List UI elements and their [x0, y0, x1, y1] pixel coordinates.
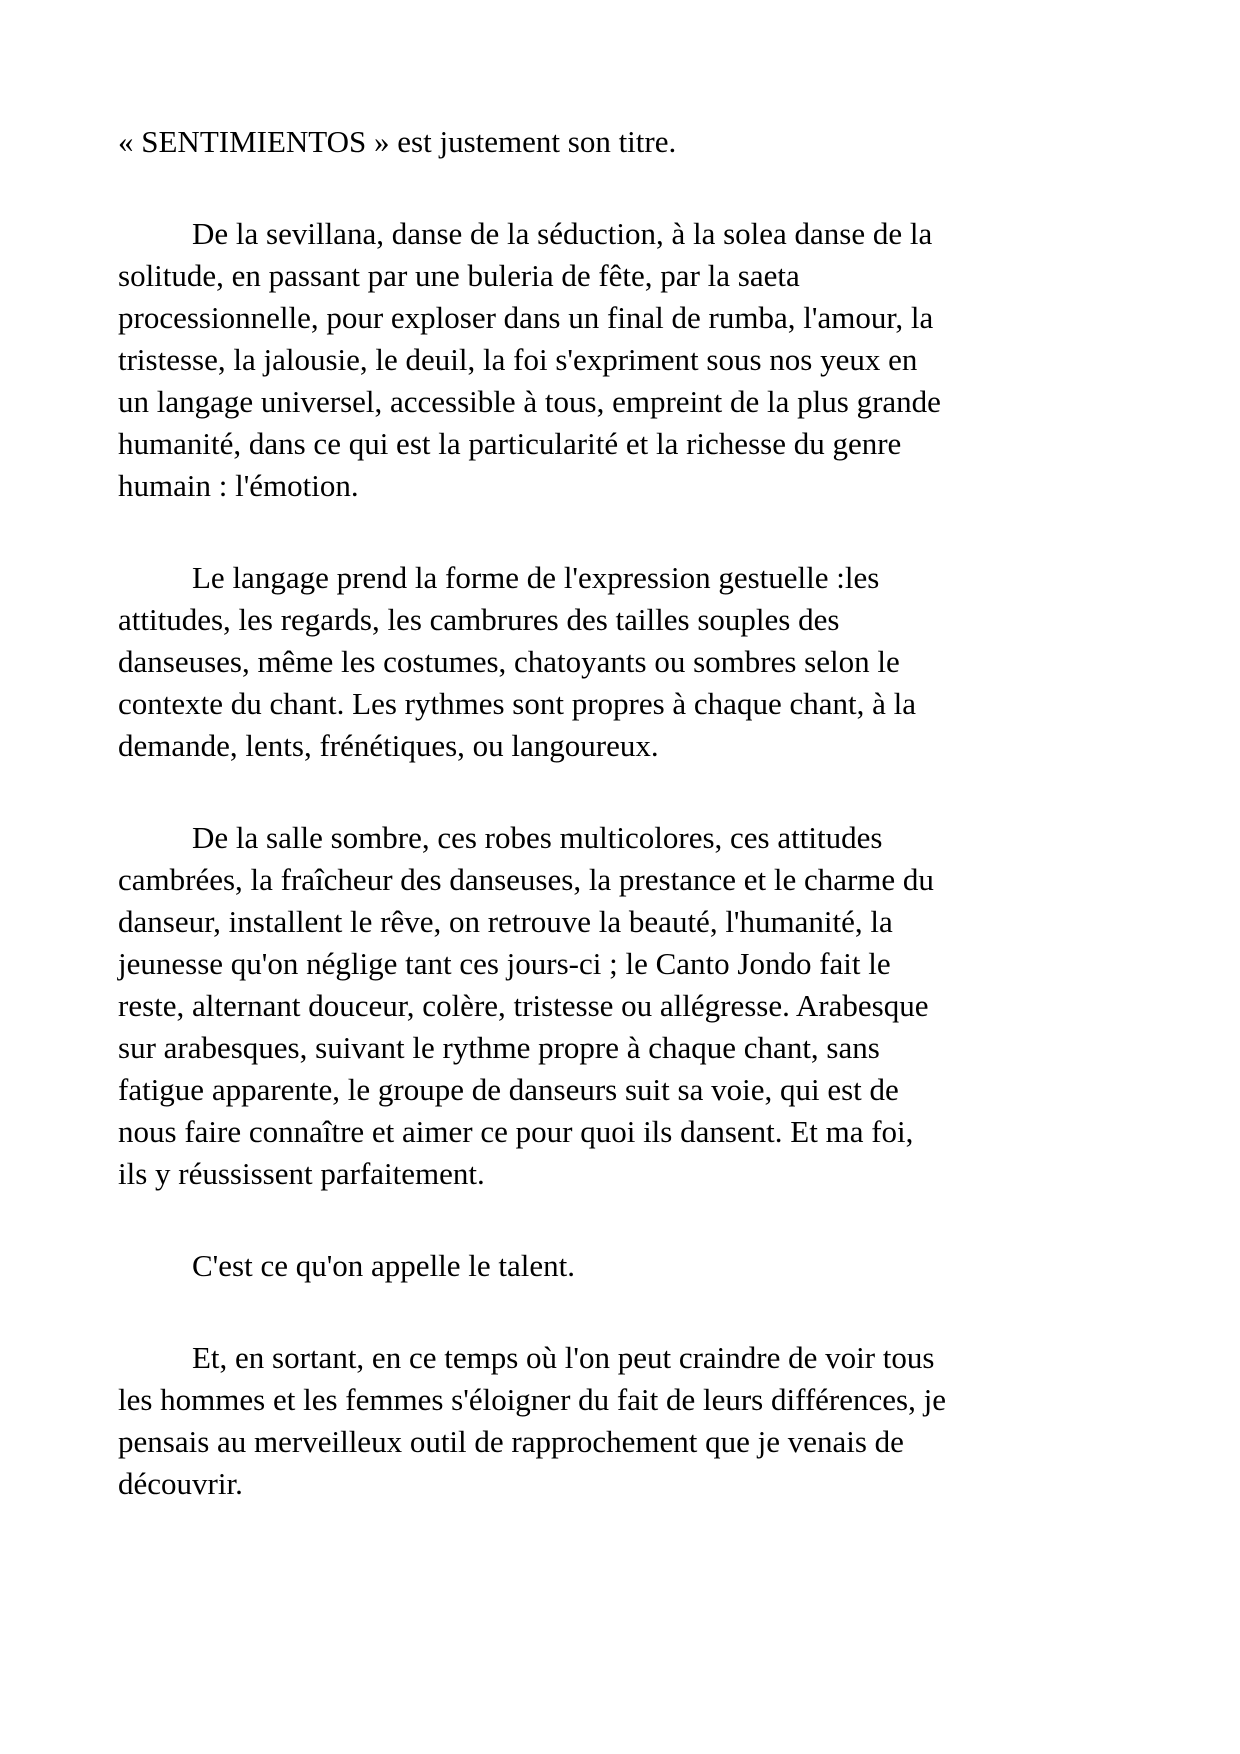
- text-line: découvrir.: [118, 1466, 243, 1501]
- text-line: jeunesse qu'on néglige tant ces jours-ci ; le Canto Jondo fait le: [118, 946, 891, 981]
- text-line: solitude, en passant par une buleria de fête, par la saeta: [118, 258, 800, 293]
- text-line: demande, lents, frénétiques, ou langoureux.: [118, 728, 659, 763]
- text-line: Le langage prend la forme de l'expression gestuelle :les: [192, 560, 880, 595]
- paragraph: [118, 213, 1122, 507]
- paragraph: [118, 557, 1122, 767]
- text-line: nous faire connaître et aimer ce pour quoi ils dansent. Et ma foi,: [118, 1114, 914, 1149]
- paragraphs-container: [118, 213, 1122, 1505]
- text-line: De la salle sombre, ces robes multicolores, ces attitudes: [192, 820, 883, 855]
- text-line: tristesse, la jalousie, le deuil, la foi s'expriment sous nos yeux en: [118, 342, 918, 377]
- text-line: sur arabesques, suivant le rythme propre à chaque chant, sans: [118, 1030, 880, 1065]
- text-line: ils y réussissent parfaitement.: [118, 1156, 485, 1191]
- text-line: contexte du chant. Les rythmes sont propres à chaque chant, à la: [118, 686, 916, 721]
- paragraph: [118, 1337, 1122, 1505]
- paragraph: [118, 817, 1122, 1195]
- text-line: processionnelle, pour exploser dans un final de rumba, l'amour, la: [118, 300, 934, 335]
- text-line: humanité, dans ce qui est la particularité et la richesse du genre: [118, 426, 902, 461]
- text-line: reste, alternant douceur, colère, tristesse ou allégresse. Arabesque: [118, 988, 929, 1023]
- text-line: C'est ce qu'on appelle le talent.: [192, 1248, 576, 1283]
- paragraph: [118, 1245, 1122, 1287]
- text-line: cambrées, la fraîcheur des danseuses, la prestance et le charme du: [118, 862, 934, 897]
- text-line: les hommes et les femmes s'éloigner du fait de leurs différences, je: [118, 1382, 946, 1417]
- text-line: De la sevillana, danse de la séduction, à la solea danse de la: [192, 216, 933, 251]
- text-line: humain : l'émotion.: [118, 468, 359, 503]
- text-line: danseuses, même les costumes, chatoyants ou sombres selon le: [118, 644, 900, 679]
- text-line: un langage universel, accessible à tous, empreint de la plus grande: [118, 384, 941, 419]
- text-line: Et, en sortant, en ce temps où l'on peut craindre de voir tous: [192, 1340, 935, 1375]
- text-line: pensais au merveilleux outil de rapprochement que je venais de: [118, 1424, 904, 1459]
- text-line: attitudes, les regards, les cambrures des tailles souples des: [118, 602, 840, 637]
- text-line: danseur, installent le rêve, on retrouve la beauté, l'humanité, la: [118, 904, 893, 939]
- document-title-line: « SENTIMIENTOS » est justement son titre.: [118, 124, 677, 159]
- text-line: fatigue apparente, le groupe de danseurs suit sa voie, qui est de: [118, 1072, 899, 1107]
